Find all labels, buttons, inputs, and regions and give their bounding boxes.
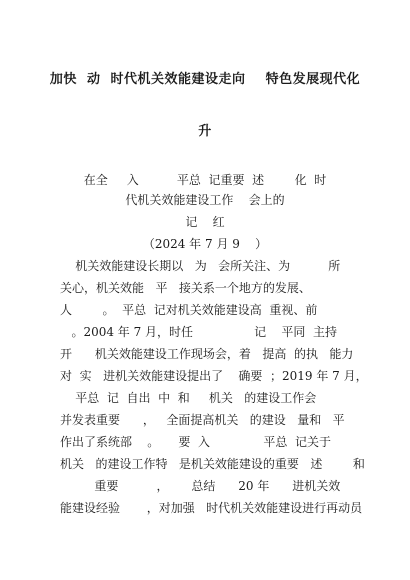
body-line: 机关 的建设工作特 是机关效能建设的重要 述 和: [60, 457, 365, 471]
subtitle-line-2: 代机关效能建设工作 会上的: [125, 193, 285, 207]
speech-date: （2024 年 7 月 9 ）: [142, 237, 268, 251]
body-line: 关心，机关效能 平 接关系一个地方的发展、: [60, 281, 311, 295]
subtitle-line-3: 记 红: [185, 215, 225, 229]
document-title-line-1: 加快 动 时代机关效能建设走向 特色发展现代化: [49, 72, 361, 87]
body-line: 重要 ， 总结 20 年 进机关效: [60, 479, 341, 493]
body-line: 能建设经验 ，对加强 时代机关效能建设进行再动员: [60, 501, 363, 515]
body-line: 开 机关效能建设工作现场会，着 提高 的执 能力: [60, 347, 354, 361]
body-line: 。2004 年 7 月，时任 记 平同 主持: [60, 325, 337, 339]
body-line: 平总 记 自出 中 和 机关 的建设工作会: [60, 391, 317, 405]
body-line: 并发表重要 ， 全面提高机关 的建设 量和 平: [60, 413, 345, 427]
body-line: 对 实 进机关效能建设提出了 确要 ；2019 年 7 月，: [60, 369, 368, 383]
body-line: 机关效能建设长期以 为 会所关注、为 所: [60, 259, 341, 273]
subtitle-line-1: 在全 入 平总 记重要 述 化 时: [83, 173, 327, 187]
body-line: 人 。 平总 记对机关效能建设高 重视、前: [60, 303, 318, 317]
document-title-line-2: 升: [198, 124, 212, 139]
body-line: 作出了系统部 。 要 入 平总 记关于: [60, 435, 331, 449]
